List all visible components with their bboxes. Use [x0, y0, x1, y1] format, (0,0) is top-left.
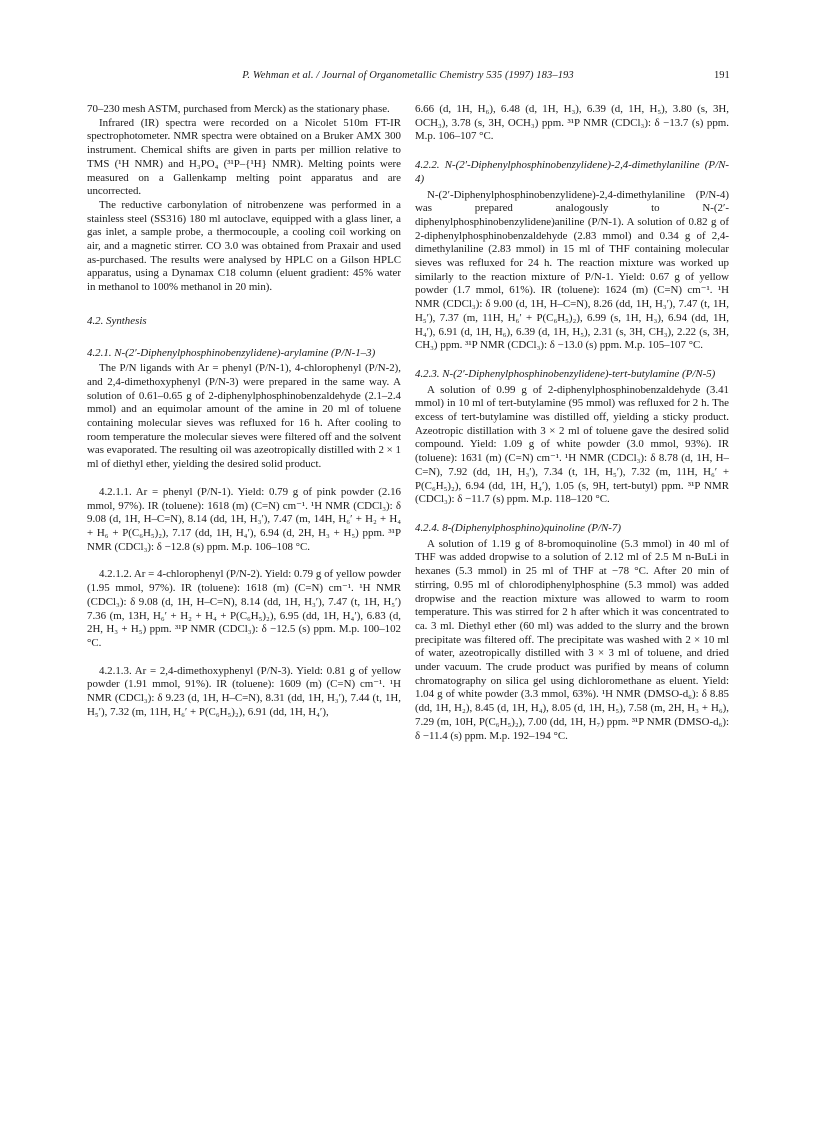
paragraph-carbonylation: The reductive carbonylation of nitrobenzene was performed in a stainless steel (SS316) 180 ml autoclave, equipped with a glass liner, a gas inlet, a sample probe, a thermocouple, a cooling coil working on air, and a magnetic stirrer. CO 3.0 was obtained from Praxair and used as-purchased. The results were analysed by HPLC on a Gilson HPLC apparatus, using a Dynamax C18 column (eluent gradient: 45% water in methanol to 100% methanol in 20 min). — [87, 198, 401, 294]
section-heading-synthesis: 4.2. Synthesis — [87, 314, 147, 327]
paragraph-pn4: N-(2′-Diphenylphosphinobenzylidene)-2,4-dimethylaniline (P/N-4) was prepared analogously to N-(2′-diphenylphosphinobenzylidene)aniline (P/N-1). A solution of 0.82 g of 2-diphenylphosphinobenzaldehyde (2.83 mmol) and 0.34 g of 2,4-dimethylaniline (2.83 mmol) in 15 ml of THF containing molecular sieves was refluxed for 24 h. The reaction mixture was worked up similarly to the reaction mixture of P/N-1. Yield: 0.67 g of yellow powder (1.7 mmol, 61%). IR (toluene): 1624 (m) (C=N) cm⁻¹. ¹H NMR (CDCl₃): δ 9.00 (d, 1H, H–C=N), 8.26 (dd, 1H, H₃′), 7.47 (t, 1H, H₅′), 7.37 (m, 11H, H₆′ + P(C₆H₅)₂), 6.99 (s, 1H, H₃), 6.94 (dd, 1H, H₄′), 6.91 (d, 1H, H₆), 6.39 (d, 1H, H₅), 2.31 (s, 3H, CH₃), 2.22 (s, 3H, CH₃) ppm. ³¹P NMR (CDCl₃): δ −13.0 (s) ppm. M.p. 105–107 °C. — [415, 188, 729, 352]
paragraph-pn3: 4.2.1.3. Ar = 2,4-dimethoxyphenyl (P/N-3). Yield: 0.81 g of yellow powder (1.91 mmol, 91%). IR (toluene): 1609 (m) (C=N) cm⁻¹. ¹H NMR (CDCl₃): δ 9.23 (d, 1H, H–C=N), 8.31 (dd, 1H, H₃′), 7.44 (t, 1H, H₅′), 7.32 (m, 11H, H₆′ + P(C₆H₅)₂), 6.91 (dd, 1H, H₄′), — [87, 664, 401, 718]
page-number: 191 — [714, 70, 730, 81]
right-column — [415, 103, 729, 743]
subsection-heading-422: 4.2.2. N-(2′-Diphenylphosphinobenzylidene)-2,4-dimethylaniline (P/N-4) — [415, 159, 729, 185]
subsection-heading-423: 4.2.3. N-(2′-Diphenylphosphinobenzylidene)-tert-butylamine (P/N-5) — [415, 367, 716, 380]
paragraph-instruments: Infrared (IR) spectra were recorded on a Nicolet 510m FT-IR spectrophotometer. NMR spectra were obtained on a Bruker AMX 300 instrument. Chemical shifts are given in parts per million relative to TMS (¹H NMR) and H₃PO₄ (³¹P–{¹H} NMR). Melting points were measured on a Gallenkamp melting point apparatus and are uncorrected. — [87, 116, 401, 198]
subsection-heading-424: 4.2.4. 8-(Diphenylphosphino)quinoline (P/N-7) — [415, 521, 621, 534]
paragraph-chromatography-continued: 70–230 mesh ASTM, purchased from Merck) as the stationary phase. — [87, 103, 390, 115]
running-head: P. Wehman et al. / Journal of Organometallic Chemistry 535 (1997) 183–193 — [242, 70, 574, 81]
paragraph-pn1: 4.2.1.1. Ar = phenyl (P/N-1). Yield: 0.79 g of pink powder (2.16 mmol, 97%). IR (toluene): 1618 (m) (C=N) cm⁻¹. ¹H NMR (CDCl₃): δ 9.08 (d, 1H, H–C=N), 8.14 (dd, 1H, H₃′), 7.47 (m, 14H, H₆′ + H₂ + H₄ + H₆ + P(C₆H₅)₂), 7.17 (dd, 1H, H₄′), 6.94 (d, 2H, H₃ + H₅) ppm. ³¹P NMR (CDCl₃): δ −12.8 (s) ppm. M.p. 106–108 °C. — [87, 485, 401, 553]
paragraph-pn-ligands: The P/N ligands with Ar = phenyl (P/N-1), 4-chlorophenyl (P/N-2), and 2,4-dimethoxyphenyl (P/N-3) were prepared in the same way. A solution of 0.61–0.65 g of 2-diphenylphosphinobenzaldehyde (2.1–2.4 mmol) and an equimolar amount of the amine in 20 ml of toluene containing molecular sieves was refluxed for 16 h. After cooling to room temperature the molecular sieves were filtered off and the solvent was evaporated. The resulting oil was azeotropically distilled with 2 × 1 ml of diethyl ether, yielding the desired solid product. — [87, 362, 401, 471]
left-column — [87, 103, 401, 719]
subsection-heading-421: 4.2.1. N-(2′-Diphenylphosphinobenzylidene)-arylamine (P/N-1–3) — [87, 346, 376, 359]
paragraph-pn5: A solution of 0.99 g of 2-diphenylphosphinobenzaldehyde (3.41 mmol) in 10 ml of tert-butylamine (95 mmol) was refluxed for 2 h. The excess of tert-butylamine was distilled off, yielding a sticky product. Azeotropic distillation with 3 × 2 ml of toluene gave the desired solid compound. Yield: 1.09 g of white powder (3.0 mmol, 93%). IR (toluene): 1631 (m) (C=N) cm⁻¹. ¹H NMR (CDCl₃): δ 8.78 (d, 1H, H–C=N), 7.92 (dd, 1H, H₃′), 7.34 (t, 1H, H₅′), 7.32 (m, 11H, H₆′ + P(C₆H₅)₂), 6.94 (dd, 1H, H₄′), 1.05 (s, 9H, tert-butyl) ppm. ³¹P NMR (CDCl₃): δ −11.7 (s) ppm. M.p. 118–120 °C. — [415, 383, 729, 506]
paragraph-pn7: A solution of 1.19 g of 8-bromoquinoline (5.3 mmol) in 40 ml of THF was added dropwise to a solution of 2.12 ml of 2.5 M n-BuLi in hexanes (5.3 mmol) in 25 ml of THF at −78 °C. After 20 min of stirring, 0.95 ml of chlorodiphenylphosphine (5.3 mmol) was added dropwise and the reaction mixture was allowed to warm to room temperature. This was stirred for 2 h after which it was concentrated to ca. 3 ml. Diethyl ether (60 ml) was added to the slurry and the brown precipitate was filtered off. The precipitate was washed with 2 × 10 ml of water, azeotropically distilled with 3 × 3 ml of toluene, and dried under vacuum. The crude product was purified by means of column chromatography on silica gel using dichloromethane as eluent. Yield: 1.04 g of white powder (3.3 mmol, 63%). ¹H NMR (DMSO-d₆): δ 8.85 (dd, 1H, H₂), 8.45 (d, 1H, H₄), 8.05 (d, 1H, H₅), 7.58 (m, 2H, H₃ + H₆), 7.29 (m, 10H, P(C₆H₅)₂), 7.00 (dd, 1H, H₇) ppm. ³¹P NMR (DMSO-d₆): δ −11.4 (s) ppm. M.p. 192–194 °C. — [415, 537, 729, 742]
paragraph-pn3-continued: 6.66 (d, 1H, H₆), 6.48 (d, 1H, H₃), 6.39 (d, 1H, H₅), 3.80 (s, 3H, OCH₃), 3.78 (s, 3H, OCH₃) ppm. ³¹P NMR (CDCl₃): δ −13.7 (s) ppm. M.p. 106–107 °C. — [415, 103, 729, 143]
paragraph-pn2: 4.2.1.2. Ar = 4-chlorophenyl (P/N-2). Yield: 0.79 g of yellow powder (1.95 mmol, 97%). IR (toluene): 1618 (m) (C=N) cm⁻¹. ¹H NMR (CDCl₃): δ 9.08 (d, 1H, H–C=N), 8.14 (dd, 1H, H₃′), 7.47 (t, 1H, H₅′) 7.36 (m, 13H, H₆′ + H₂ + H₄ + P(C₆H₅)₂), 6.95 (dd, 1H, H₄′), 6.83 (d, 2H, H₃ + H₅) ppm. ³¹P NMR (CDCl₃): δ −12.5 (s) ppm. M.p. 100–102 °C. — [87, 568, 401, 649]
